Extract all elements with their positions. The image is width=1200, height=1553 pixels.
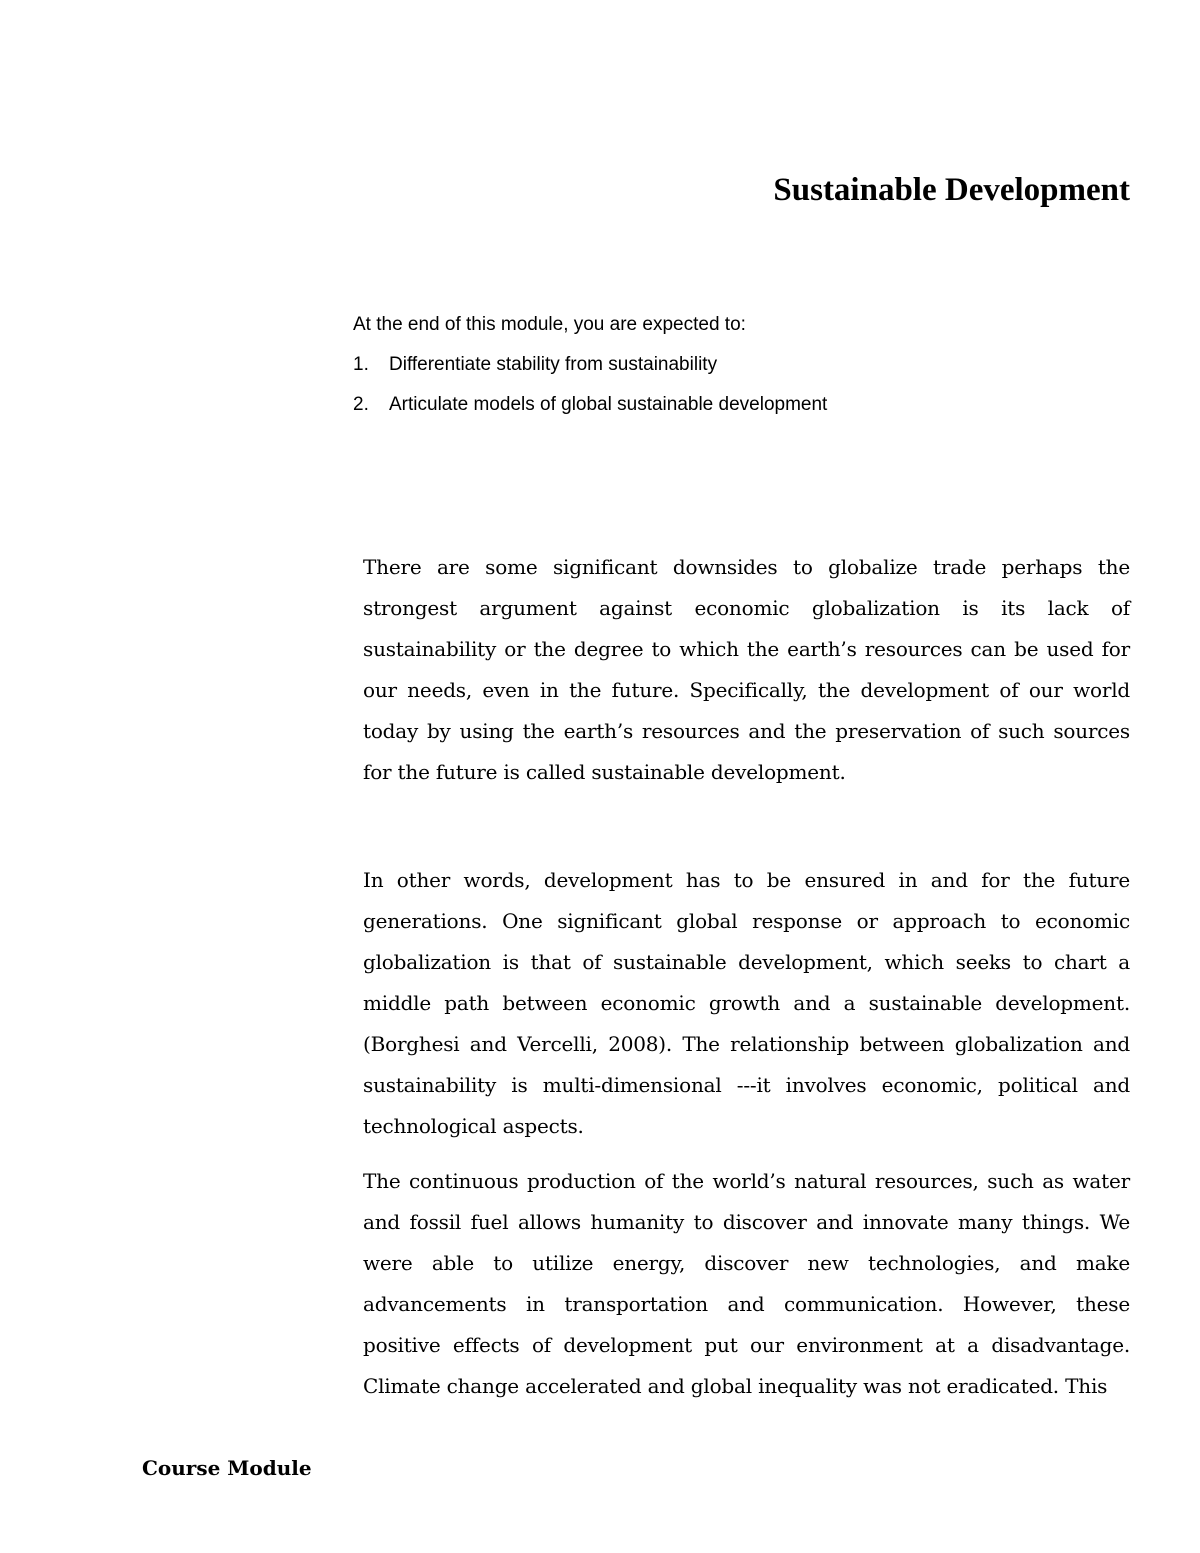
objective-number: 2.: [353, 394, 369, 415]
body-paragraph: There are some significant downsides to globalize trade perhaps the strongest argument against economic globalization is its lack of sustainability or the degree to which the earth’s resources can be used for our needs, even in the future. Specifically, the development of our world today by using the earth’s resources and the preservation of such sources for the future is called sustainable development.: [363, 555, 1130, 784]
objectives-list: [353, 352, 1053, 418]
objective-text: Articulate models of global sustainable development: [389, 394, 828, 415]
objective-number: 1.: [353, 354, 369, 375]
objective-item: [353, 392, 1053, 418]
objectives-intro: At the end of this module, you are expected to:: [353, 314, 746, 335]
page-title: Sustainable Development: [773, 172, 1130, 208]
objective-item: [353, 352, 1053, 378]
footer-label: Course Module: [142, 1456, 312, 1480]
objective-text: Differentiate stability from sustainability: [389, 354, 718, 375]
body-paragraph: The continuous production of the world’s natural resources, such as water and fossil fuel allows humanity to discover and innovate many things. We were able to utilize energy, discover new technologies, and make advancements in transportation and communication. However, these positive effects of development put our environment at a disadvantage. Climate change accelerated and global inequality was not eradicated. This: [363, 1169, 1130, 1398]
body-paragraph: In other words, development has to be ensured in and for the future generations. One significant global response or approach to economic globalization is that of sustainable development, which seeks to chart a middle path between economic growth and a sustainable development. (Borghesi and Vercelli, 2008). The relationship between globalization and sustainability is multi-dimensional ---it involves economic, political and technological aspects.: [363, 868, 1130, 1138]
learning-objectives: [353, 312, 1053, 432]
